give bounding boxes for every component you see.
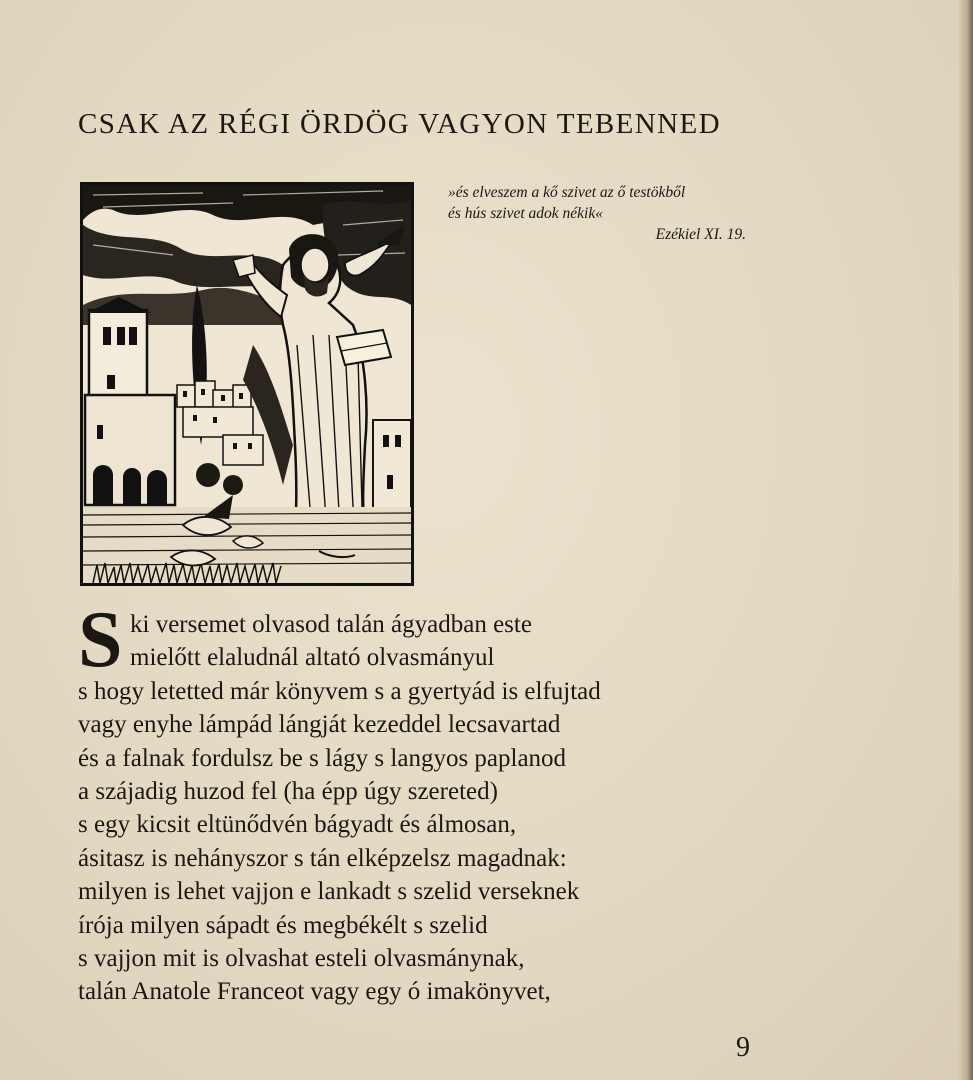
poem-body	[78, 608, 778, 1009]
page-number: 9	[736, 1032, 750, 1063]
poem-line: vagy enyhe lámpád lángját kezeddel lecsavartad	[78, 711, 561, 739]
poem-line: s vajjon mit is olvashat esteli olvasmánynak,	[78, 944, 525, 972]
epigraph-reference: Ezékiel XI. 19.	[655, 226, 746, 243]
drop-cap: S	[78, 596, 123, 684]
epigraph-line: »és elveszem a kő szivet az ő testökből	[448, 184, 686, 201]
poem-line: talán Anatole Franceot vagy egy ó imakönyvet,	[78, 978, 551, 1006]
poem-line: s egy kicsit eltünődvén bágyadt és álmosan,	[78, 811, 517, 839]
poem-line: és a falnak fordulsz be s lágy s langyos paplanod	[78, 744, 567, 772]
woodcut-image	[83, 185, 411, 583]
page-edge	[959, 0, 973, 1080]
poem-title: CSAK AZ RÉGI ÖRDÖG VAGYON TEBENNED	[78, 108, 721, 140]
poem-line: ásitasz is nehányszor s tán elképzelsz magadnak:	[78, 844, 567, 872]
poem-line: mielőtt elaludnál altató olvasmányul	[130, 644, 495, 672]
woodcut-illustration	[80, 182, 414, 586]
poem-line: a szájadig huzod fel (ha épp úgy szereted)	[78, 777, 498, 805]
poem-line: írója milyen sápadt és megbékélt s szelid	[78, 911, 488, 939]
epigraph	[448, 182, 768, 245]
poem-line: ki versemet olvasod talán ágyadban este	[130, 611, 532, 638]
poem-line: milyen is lehet vajjon e lankadt s szelid verseknek	[78, 878, 580, 906]
poem-line: s hogy letetted már könyvem s a gyertyád is elfujtad	[78, 677, 601, 705]
epigraph-line: és hús szivet adok nékik«	[448, 205, 603, 222]
